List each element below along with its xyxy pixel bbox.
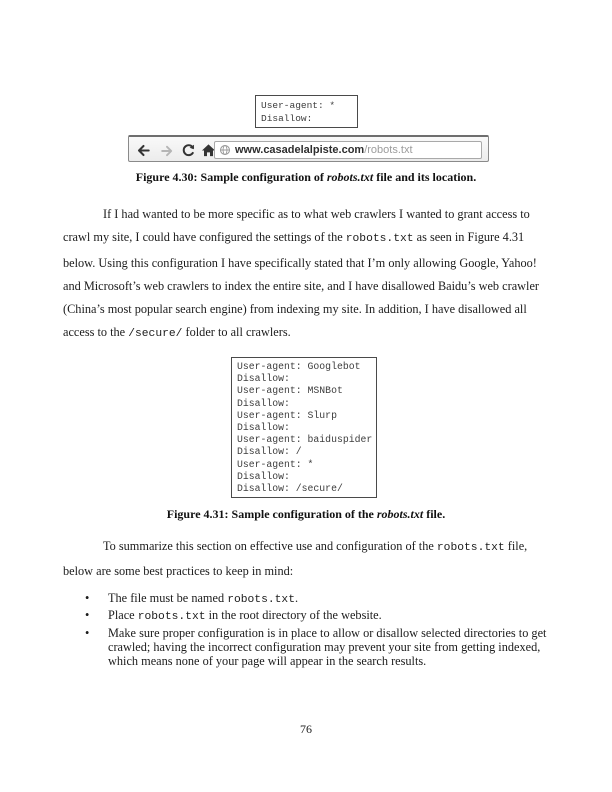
text-segment: . xyxy=(294,591,299,605)
code-line: Disallow: xyxy=(237,373,290,385)
code-line: User-agent: * xyxy=(261,100,336,111)
text-line xyxy=(108,591,560,607)
text-segment: crawled; having the incorrect configuration may prevent your site from getting indexed, xyxy=(108,639,541,654)
text-segment: robots.txt xyxy=(345,233,414,246)
text-segment: robots.txt xyxy=(376,507,424,521)
text-line xyxy=(63,275,547,298)
bullet-glyph: • xyxy=(85,591,90,605)
text-segment: file and its location. xyxy=(373,170,477,184)
code-line: User-agent: MSNBot xyxy=(237,385,343,397)
text-segment: below are some best practices to keep in mind: xyxy=(63,564,294,579)
text-segment: crawl my site, I could have configured the settings of the xyxy=(63,230,346,245)
bullet-item xyxy=(85,626,560,669)
code-line: Disallow: xyxy=(237,470,290,482)
text-line xyxy=(63,226,547,251)
bullet-glyph: • xyxy=(85,625,90,640)
text-line xyxy=(108,626,560,640)
back-arrow-icon xyxy=(136,143,151,158)
paragraph-1 xyxy=(63,203,547,347)
text-segment: Figure 4.31: Sample configuration of the xyxy=(166,507,377,521)
text-line xyxy=(63,321,547,346)
text-segment: access to the xyxy=(63,325,129,340)
text-segment: below. Using this configuration I have specifically stated that I’m only allowing Google, Yahoo! xyxy=(63,255,537,270)
url-domain-text: www.casadelalpiste.com xyxy=(235,144,365,156)
text-segment: The file must be named xyxy=(108,591,228,605)
bullet-item xyxy=(85,591,560,607)
text-line xyxy=(63,203,547,226)
code-line: User-agent: baiduspider xyxy=(237,434,373,446)
forward-button[interactable] xyxy=(158,142,175,159)
text-segment: Figure 4.30: Sample configuration of xyxy=(135,170,327,184)
code-line: User-agent: Googlebot xyxy=(237,361,361,372)
text-segment: (China’s most popular search engine) from indexing my site. In addition, I have disallowed all xyxy=(63,302,527,316)
text-segment: file, xyxy=(504,539,528,553)
text-segment: robots.txt xyxy=(436,542,505,554)
url-path-text: /robots.txt xyxy=(364,144,413,156)
text-segment: folder to all crawlers. xyxy=(182,325,291,340)
code-line: Disallow: xyxy=(237,397,290,409)
text-segment: /secure/ xyxy=(128,328,183,341)
page-number: 76 xyxy=(300,722,312,736)
text-segment: robots.txt xyxy=(326,170,374,184)
bullet-glyph: • xyxy=(85,608,90,623)
code-line: Disallow: / xyxy=(237,446,302,458)
text-line xyxy=(63,535,547,560)
text-segment: robots.txt xyxy=(227,594,295,606)
text-segment: file. xyxy=(423,507,446,521)
code-line: User-agent: Slurp xyxy=(237,409,337,421)
code-line: Disallow: xyxy=(237,422,290,434)
text-line xyxy=(63,252,547,275)
text-segment: in the root directory of the website. xyxy=(205,608,382,623)
text-line xyxy=(108,654,560,668)
bullet-item xyxy=(85,608,560,624)
robots-txt-code-box-full xyxy=(231,357,377,498)
bullet-text xyxy=(108,591,560,607)
code-line: Disallow: /secure/ xyxy=(237,483,343,495)
text-line xyxy=(108,608,560,624)
figure-caption-4-31 xyxy=(0,507,612,522)
text-segment: and Microsoft’s web crawlers to index the entire site, and I have disallowed Baidu’s web crawler xyxy=(63,278,540,293)
bullet-text xyxy=(108,626,560,669)
forward-arrow-icon xyxy=(160,144,174,158)
text-segment: as seen in Figure 4.31 xyxy=(413,230,525,245)
figure-caption-4-30 xyxy=(0,170,612,185)
paragraph-2 xyxy=(63,535,547,584)
bullet-text xyxy=(108,608,560,624)
reload-icon xyxy=(181,143,196,158)
globe-icon xyxy=(219,144,231,156)
browser-toolbar xyxy=(128,135,489,162)
code-line: User-agent: * xyxy=(237,458,314,470)
code-line: Disallow: xyxy=(261,113,313,124)
text-line xyxy=(108,640,560,654)
text-segment: Make sure proper configuration is in place to allow or disallow selected directories to get xyxy=(108,625,547,640)
text-segment: If I had wanted to be more specific as to what web crawlers I wanted to grant access to xyxy=(103,207,530,221)
reload-button[interactable] xyxy=(180,142,197,159)
text-segment: which means none of your page will appear in the search results. xyxy=(108,654,427,669)
url-address-field[interactable] xyxy=(214,141,482,159)
text-segment: robots.txt xyxy=(137,611,206,624)
best-practices-bullet-list xyxy=(85,591,560,669)
robots-txt-code-box-simple xyxy=(255,95,358,128)
text-line xyxy=(63,560,547,583)
text-segment: To summarize this section on effective use and configuration of the xyxy=(103,539,437,553)
text-segment: Place xyxy=(108,608,138,623)
back-button[interactable] xyxy=(135,142,152,159)
text-line xyxy=(63,298,547,321)
